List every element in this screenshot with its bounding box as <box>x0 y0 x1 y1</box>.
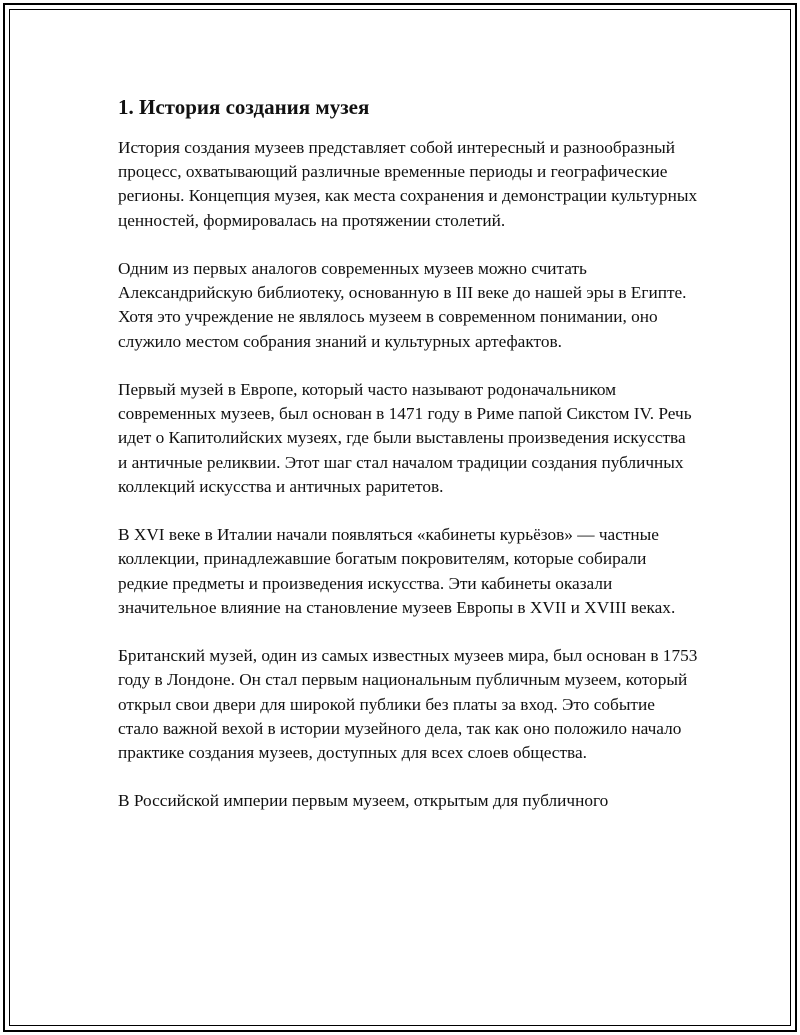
section-heading: 1. История создания музея <box>118 95 370 119</box>
paragraph-cabinets: В XVI веке в Италии начали появляться «кабинеты курьёзов» — частные коллекции, принадлежавшие богатым покровителям, которые собирали редкие предметы и произведения искусства. Эти кабинеты оказали значительное влияние на становление музеев Европы в XVII и XVIII веках. <box>118 525 676 617</box>
paragraph-russian-empire: В Российской империи первым музеем, открытым для публичного <box>118 791 609 811</box>
paragraph-alexandria: Одним из первых аналогов современных музеев можно считать Александрийскую библиотеку, основанную в III веке до нашей эры в Египте. Хотя это учреждение не являлось музеем в современном понимании, оно служило местом собрания знаний и культурных артефактов. <box>118 259 687 351</box>
document-body <box>118 95 698 814</box>
paragraph-capitoline: Первый музей в Европе, который часто называют родоначальником современных музеев, был основан в 1471 году в Риме папой Сикстом IV. Речь идет о Капитолийских музеях, где были выставлены произведения искусства и античные реликвии. Этот шаг стал началом традиции создания публичных коллекций искусства и античных раритетов. <box>118 380 692 496</box>
paragraph-history-intro: История создания музеев представляет собой интересный и разнообразный процесс, охватывающий различные временные периоды и географические регионы. Концепция музея, как места сохранения и демонстрации культурных ценностей, формировалась на протяжении столетий. <box>118 138 698 230</box>
paragraph-british-museum: Британский музей, один из самых известных музеев мира, был основан в 1753 году в Лондоне. Он стал первым национальным публичным музеем, который открыл свои двери для широкой публики без платы за вход. Это событие стало важной вехой в истории музейного дела, так как оно положило начало практике создания музеев, доступных для всех слоев общества. <box>118 646 698 763</box>
